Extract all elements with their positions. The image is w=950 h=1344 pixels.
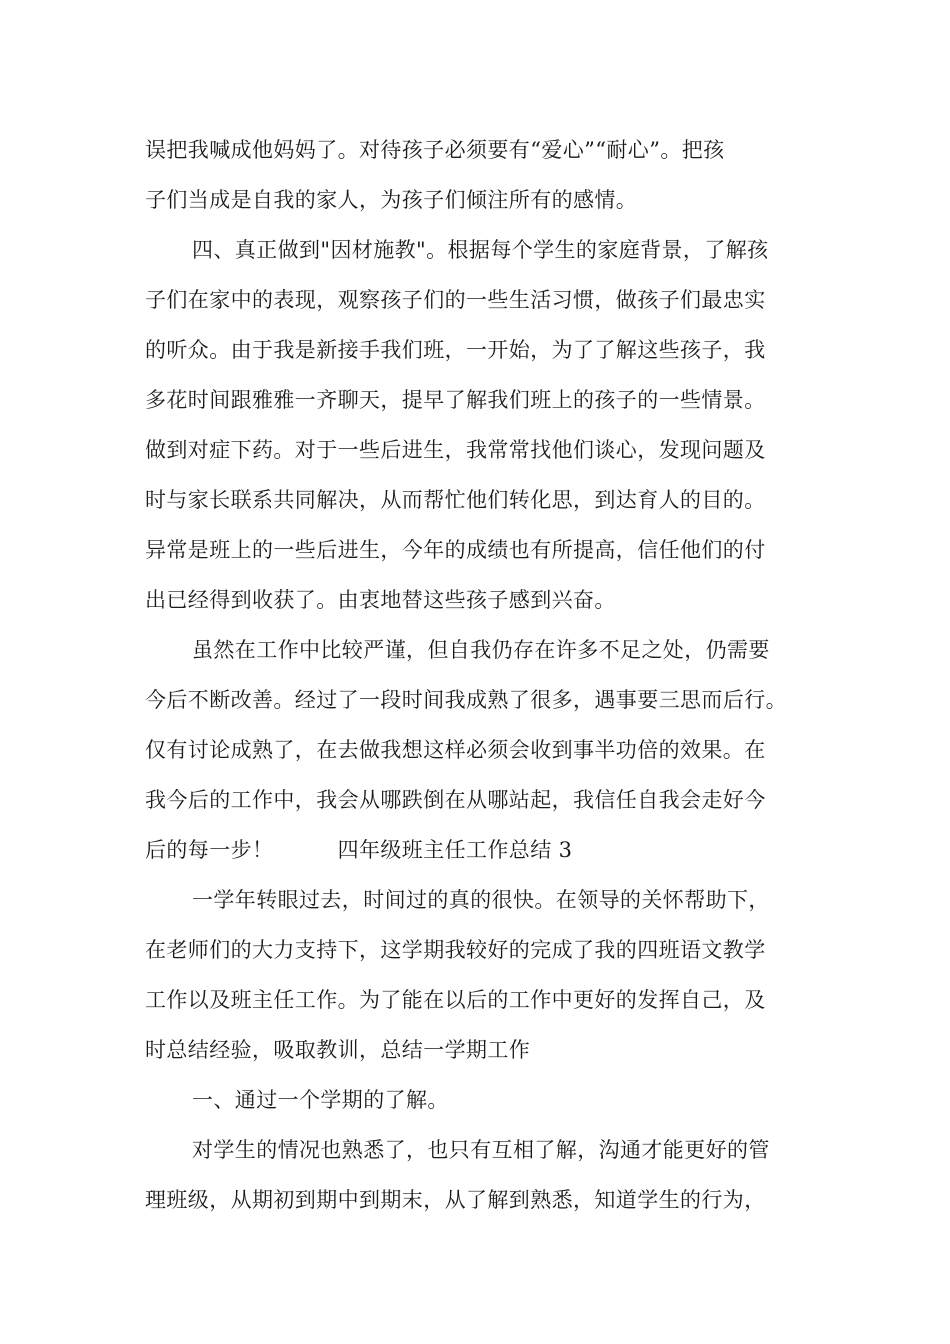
text-line: 在老师们的大力支持下，这学期我较好的完成了我的四班语文教学: [145, 938, 766, 962]
text-line: 仅有讨论成熟了，在去做我想这样必须会收到事半功倍的效果。在: [145, 738, 766, 762]
text-line: 工作以及班主任工作。为了能在以后的工作中更好的发挥自己，及: [145, 988, 766, 1012]
text-line: 子们在家中的表现，观察孩子们的一些生活习惯，做孩子们最忠实: [145, 288, 766, 312]
paragraph-first-line: 四、真正做到"因材施教"。根据每个学生的家庭背景，了解孩: [192, 238, 769, 262]
section-heading: 一、通过一个学期的了解。: [192, 1088, 449, 1112]
text-line: 时与家长联系共同解决，从而帮忙他们转化思，到达育人的目的。: [145, 488, 766, 512]
text-line: 误把我喊成他妈妈了。对待孩子必须要有“爱心”“耐心”。把孩: [145, 138, 725, 162]
text-line-with-section-title: 后的每一步！ 四年级班主任工作总结 3: [145, 838, 573, 862]
text-line: 的听众。由于我是新接手我们班，一开始，为了了解这些孩子，我: [145, 338, 766, 362]
paragraph-first-line: 虽然在工作中比较严谨，但自我仍存在许多不足之处，仍需要: [192, 638, 770, 662]
text-line: 今后不断改善。经过了一段时间我成熟了很多，遇事要三思而后行。: [145, 688, 787, 712]
text-line: 我今后的工作中，我会从哪跌倒在从哪站起，我信任自我会走好今: [145, 788, 766, 812]
text-line: 子们当成是自我的家人，为孩子们倾注所有的感情。: [145, 188, 638, 212]
text-line: 异常是班上的一些后进生，今年的成绩也有所提高，信任他们的付: [145, 538, 766, 562]
text-line: 理班级，从期初到期中到期末，从了解到熟悉，知道学生的行为，: [145, 1188, 766, 1212]
text-line: 出已经得到收获了。由衷地替这些孩子感到兴奋。: [145, 588, 616, 612]
paragraph-first-line: 对学生的情况也熟悉了，也只有互相了解，沟通才能更好的管: [192, 1138, 770, 1162]
text-line: 时总结经验，吸取教训，总结一学期工作: [145, 1038, 531, 1062]
text-line: 多花时间跟雅雅一齐聊天，提早了解我们班上的孩子的一些情景。: [145, 388, 766, 412]
paragraph-first-line: 一学年转眼过去，时间过的真的很快。在领导的关怀帮助下，: [192, 888, 770, 912]
text-line: 做到对症下药。对于一些后进生，我常常找他们谈心，发现问题及: [145, 438, 766, 462]
